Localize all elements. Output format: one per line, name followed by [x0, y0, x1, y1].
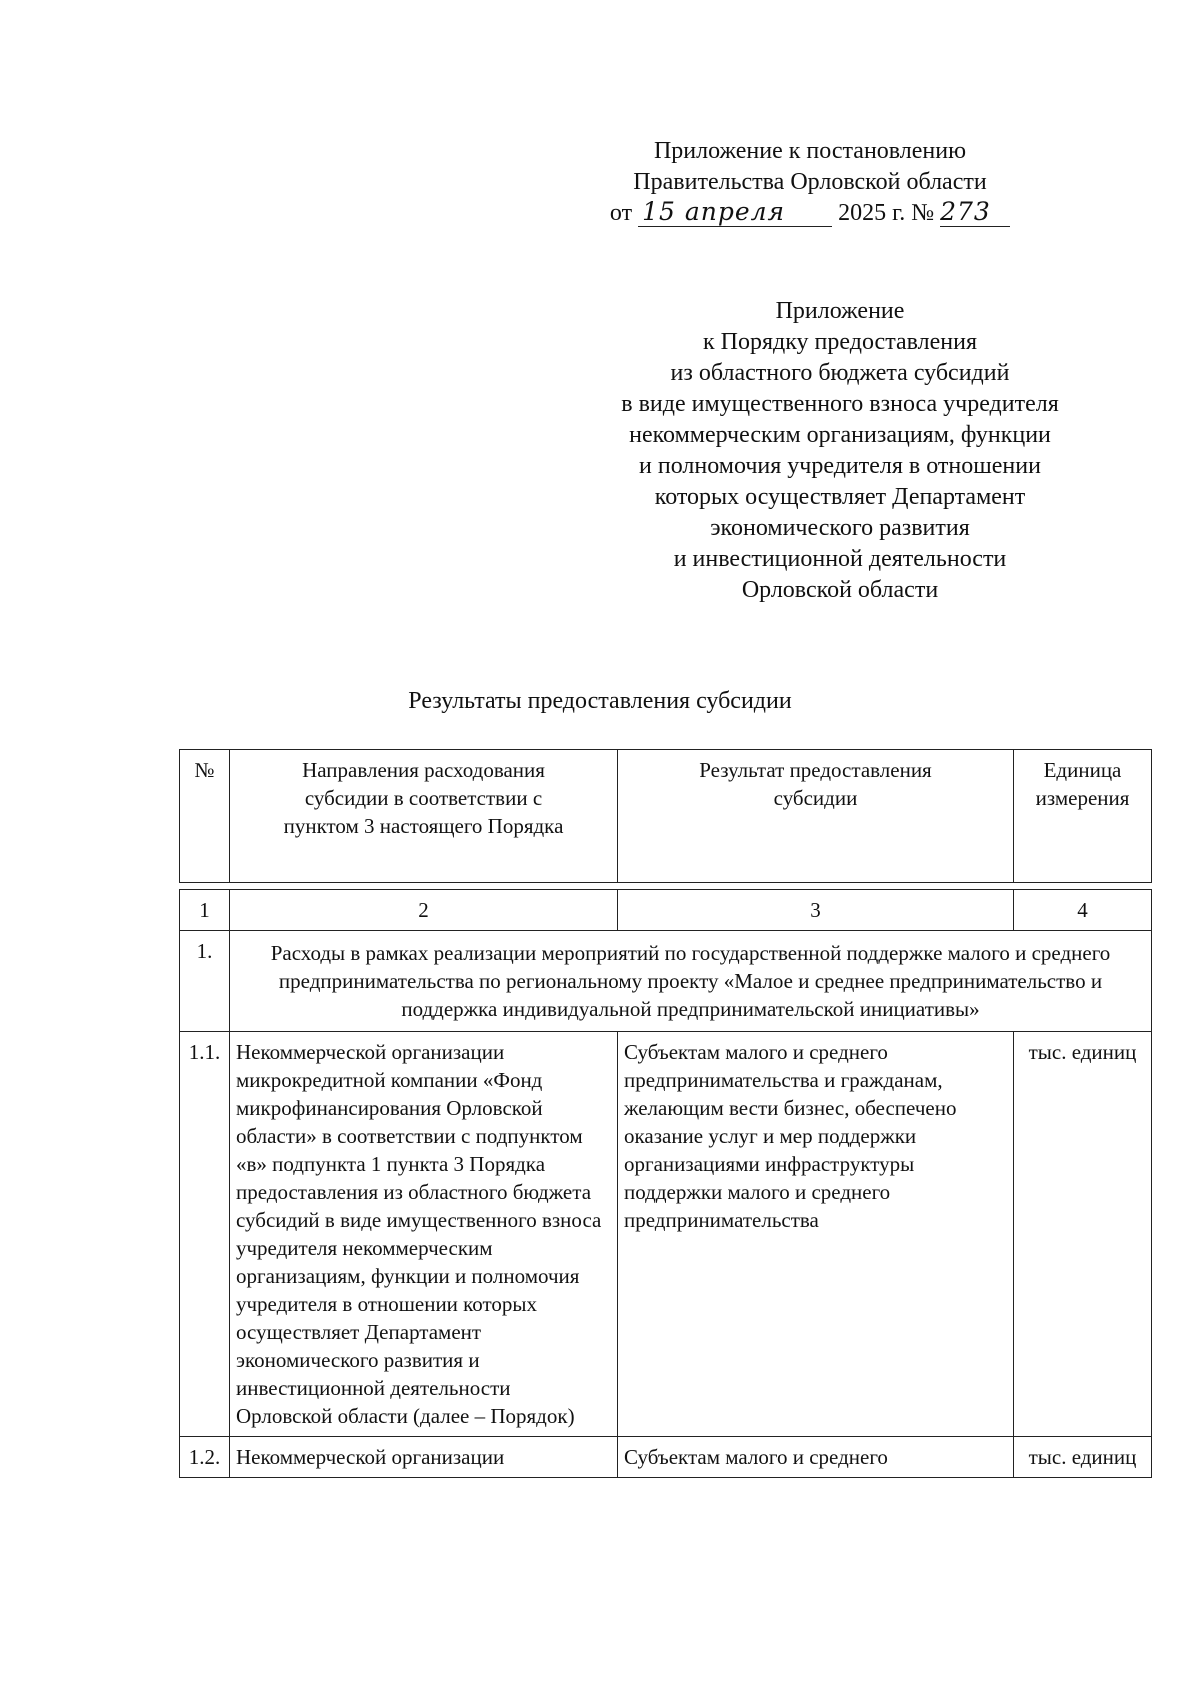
row-result: Субъектам малого и среднего — [618, 1437, 1014, 1478]
year-text: 2025 г. № — [838, 200, 935, 226]
document-title: Результаты предоставления субсидии — [408, 688, 792, 714]
appendix-line: из областного бюджета субсидий — [670, 360, 1010, 386]
row-direction: Некоммерческой организации микрокредитной компании «Фонд микрофинансирования Орловской области» в соответствии с подпунктом «в» подпункта 1 пункта 3 Порядка предоставления из областного бюджета субсидий в виде имущественного взноса учредителя некоммерческим организациям, функции и полномочия учредителя в отношении которых осуществляет Департамент экономического развития и инвестиционной деятельности Орловской области (далее – Порядок) — [230, 1032, 618, 1437]
row-number: 1.2. — [180, 1437, 230, 1478]
results-table — [179, 749, 1152, 1478]
appendix-line: некоммерческим организациям, функции — [629, 422, 1051, 448]
table-row — [180, 1437, 1152, 1478]
section-number: 1. — [180, 931, 230, 1032]
header-cell-result: Результат предоставления субсидии — [618, 750, 1014, 883]
header-line-2: Правительства Орловской области — [633, 169, 987, 195]
table-header-row — [180, 750, 1152, 883]
section-row — [180, 931, 1152, 1032]
row-number: 1.1. — [180, 1032, 230, 1437]
column-number: 3 — [618, 890, 1014, 931]
appendix-line: которых осуществляет Департамент — [654, 484, 1026, 510]
column-number: 2 — [230, 890, 618, 931]
appendix-line: к Порядку предоставления — [702, 329, 977, 355]
column-number: 1 — [180, 890, 230, 931]
appendix-line: экономического развития — [710, 515, 970, 541]
header-cell-number: № — [180, 750, 230, 883]
row-direction: Некоммерческой организации — [230, 1437, 618, 1478]
resolution-header — [560, 136, 1060, 229]
appendix-line: и инвестиционной деятельности — [673, 546, 1007, 572]
header-cell-direction: Направления расходования субсидии в соответствии с пунктом 3 настоящего Порядка — [230, 750, 618, 883]
date-field — [638, 199, 832, 227]
column-number: 4 — [1014, 890, 1152, 931]
header-cell-unit: Единица измерения — [1014, 750, 1152, 883]
column-number-row — [180, 890, 1152, 931]
date-prefix: от — [609, 200, 633, 226]
row-unit: тыс. единиц — [1014, 1437, 1152, 1478]
appendix-line: в виде имущественного взноса учредителя — [621, 391, 1059, 417]
separator-row — [180, 883, 1152, 890]
handwritten-number: 273 — [940, 197, 991, 226]
appendix-line: Орловской области — [741, 577, 939, 603]
row-unit: тыс. единиц — [1014, 1032, 1152, 1437]
appendix-line: Приложение — [775, 298, 905, 324]
appendix-header — [570, 296, 1110, 606]
number-field — [940, 199, 1010, 227]
section-text: Расходы в рамках реализации мероприятий по государственной поддержке малого и среднего предпринимательства по региональному проекту «Малое и среднее предпринимательство и поддержка индивидуальной предпринимательской инициативы» — [230, 931, 1152, 1032]
row-result: Субъектам малого и среднего предпринимательства и гражданам, желающим вести бизнес, обеспечено оказание услуг и мер поддержки организациями инфраструктуры поддержки малого и среднего предпринимательства — [618, 1032, 1014, 1437]
handwritten-date: 15 апреля — [642, 197, 786, 226]
header-date-line — [560, 198, 1060, 229]
header-line-1: Приложение к постановлению — [653, 138, 967, 164]
table-row — [180, 1032, 1152, 1437]
appendix-line: и полномочия учредителя в отношении — [639, 453, 1041, 479]
